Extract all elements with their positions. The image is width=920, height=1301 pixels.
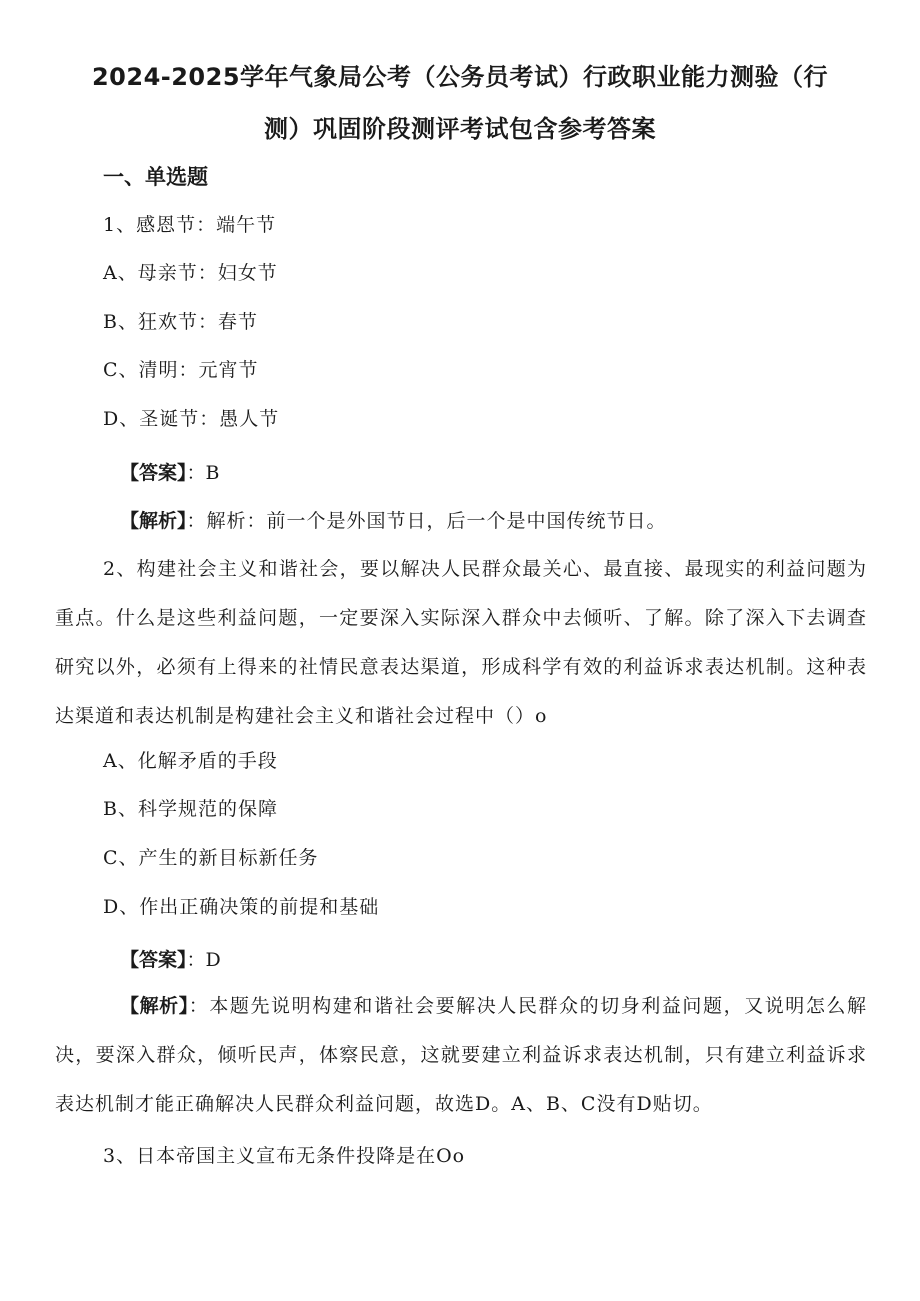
question-3-stem: 3、日本帝国主义宣布无条件投降是在Oo (103, 1145, 466, 1167)
question-1-stem: 1、感恩节：端午节 (103, 214, 277, 236)
analysis-label: 【解析】 (120, 510, 187, 532)
answer-label: 【答案】 (120, 462, 187, 484)
question-2-stem: 2、构建社会主义和谐社会，要以解决人民群众最关心、最直接、最现实的利益问题为重点。什么是这些利益问题，一定要深入实际深入群众中去倾听、了解。除了深入下去调查研究以外，必须有上得来的社情民意表达渠道，形成科学有效的利益诉求表达机制。这种表达渠道和表达机制是构建社会主义和谐社会过程中（）o (55, 558, 867, 727)
analysis-text: ：本题先说明构建和谐社会要解决人民群众的切身利益问题，又说明怎么解决，要深入群众，倾听民声，体察民意，这就要建立利益诉求表达机制，只有建立利益诉求表达机制才能正确解决人民群众利益问题，故选D。A、B、C没有D贴切。 (55, 995, 867, 1115)
question-1-option-c: C、清明：元宵节 (103, 359, 259, 381)
document-title-line-2: 测）巩固阶段测评考试包含参考答案 (264, 115, 656, 143)
question-1-option-d: D、圣诞节：愚人节 (103, 408, 280, 430)
question-2-option-b: B、科学规范的保障 (103, 798, 278, 820)
question-2-option-a: A、化解矛盾的手段 (103, 750, 278, 772)
document-title-line-1: 2024-2025学年气象局公考（公务员考试）行政职业能力测验（行 (91, 63, 829, 91)
question-2-option-d: D、作出正确决策的前提和基础 (103, 896, 380, 918)
analysis-label: 【解析】 (120, 995, 189, 1017)
answer-value: ：B (186, 462, 220, 484)
section-heading: 一、单选题 (103, 165, 208, 189)
question-1-analysis (120, 508, 667, 534)
analysis-text: ：解析：前一个是外国节日，后一个是中国传统节日。 (186, 510, 667, 532)
question-2-analysis (55, 982, 867, 1129)
question-1-option-b: B、狂欢节：春节 (103, 311, 258, 333)
question-1-answer (120, 460, 219, 486)
question-2-option-c: C、产生的新目标新任务 (103, 847, 319, 869)
answer-label: 【答案】 (120, 949, 187, 971)
question-2-answer (120, 947, 221, 973)
question-1-option-a: A、母亲节：妇女节 (103, 262, 278, 284)
answer-value: ：D (186, 949, 221, 971)
